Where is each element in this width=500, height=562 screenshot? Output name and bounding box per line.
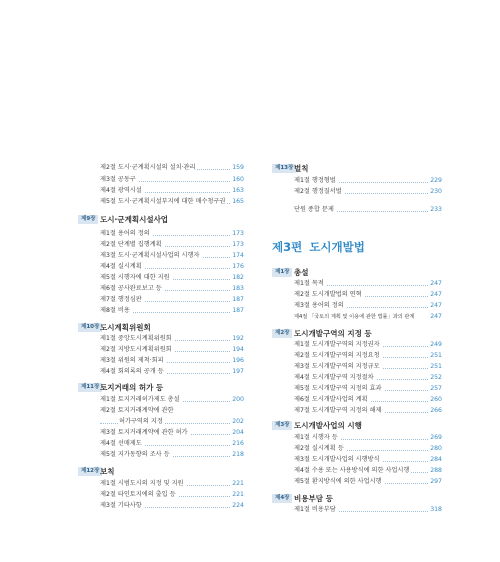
toc-entry[interactable]	[78, 417, 244, 427]
review-entry[interactable]	[272, 205, 442, 215]
chapter-tag: 제3장	[272, 421, 292, 430]
toc-entry-label: 제4절 도시개발구역 지정절차	[294, 374, 374, 381]
toc-entry-label: 제4절 「국토의 계획 및 이용에 관한 법률」과의 관계	[294, 314, 415, 320]
toc-entry-page: 204	[232, 429, 244, 436]
toc-entry-page: 269	[430, 434, 442, 441]
toc-entry-label: 제2절 실시계획 등	[294, 445, 344, 452]
toc-entry-page: 218	[232, 451, 244, 458]
toc-entry-label: 제3절 도시·군계획시설사업의 시행자	[100, 252, 200, 259]
toc-entry[interactable]	[78, 251, 244, 261]
toc-entry-page: 192	[232, 335, 244, 342]
chapter-heading[interactable]	[272, 328, 442, 340]
toc-entry-page: 260	[430, 396, 442, 403]
toc-entry[interactable]	[78, 395, 244, 405]
toc-entry-label: 제5절 도시개발구역 지정의 효과	[294, 385, 382, 392]
toc-entry[interactable]	[272, 444, 442, 454]
chapter-title: 비용부담 등	[294, 494, 333, 503]
toc-entry-page: 257	[430, 385, 442, 392]
toc-entry-label: 제1절 시범도시의 지정 및 지원	[100, 480, 184, 487]
toc-entry[interactable]	[78, 367, 244, 377]
chapter-heading[interactable]	[78, 466, 244, 478]
toc-entry-label: 제4절 선매제도	[100, 440, 142, 447]
toc-entry[interactable]	[272, 176, 442, 186]
toc-entry[interactable]	[272, 395, 442, 405]
toc-entry-page: 230	[430, 188, 442, 195]
toc-entry-label: 제4절 실시계획	[100, 263, 142, 270]
toc-entry[interactable]	[78, 240, 244, 250]
toc-entry-label: 제1절 용어의 정의	[100, 230, 150, 237]
toc-entry[interactable]	[272, 340, 442, 350]
toc-entry-page: 182	[232, 274, 244, 281]
chapter-tag: 제11장	[78, 383, 102, 392]
toc-entry[interactable]	[78, 229, 244, 239]
chapter-title: 도시계획위원회	[100, 323, 151, 332]
toc-entry-label: 제6절 공사완료보고 등	[100, 285, 162, 292]
part-title: 도시개발법	[309, 240, 365, 254]
chapter-heading[interactable]	[272, 163, 442, 175]
toc-entry-page: 196	[232, 357, 244, 364]
toc-entry-page: 251	[430, 352, 442, 359]
toc-entry-page: 229	[430, 177, 442, 184]
toc-entry[interactable]	[272, 433, 442, 443]
toc-entry-page: 247	[430, 280, 442, 287]
toc-entry-label: 제5절 도시·군계획시설부지에 대한 매수청구권	[100, 198, 226, 205]
toc-entry-label: 제1절 시행자 등	[294, 434, 338, 441]
toc-entry-label: 제4절 수용 또는 사용방식에 의한 사업시행	[294, 467, 410, 474]
toc-entry-label: 제1절 목적	[294, 280, 324, 287]
chapter-heading[interactable]	[272, 267, 442, 279]
toc-entry-page: 173	[232, 230, 244, 237]
part-heading[interactable]	[272, 236, 365, 252]
toc-entry-label: 제3절 위원의 제척·회피	[100, 357, 164, 364]
toc-entry-label: 제4절 광역시설	[100, 187, 142, 194]
toc-entry-page: 284	[430, 456, 442, 463]
toc-entry[interactable]	[272, 312, 442, 322]
toc-entry-label: 제2절 단계별 집행계획	[100, 241, 162, 248]
toc-entry[interactable]	[78, 284, 244, 294]
chapter-heading[interactable]	[272, 493, 442, 505]
toc-entry[interactable]	[78, 295, 244, 305]
toc-entry-page: 233	[430, 206, 442, 213]
toc-entry-page: 165	[232, 198, 244, 205]
toc-entry-label: 제1절 비용부담	[294, 506, 336, 513]
toc-entry[interactable]	[272, 362, 442, 372]
toc-entry-page: 251	[430, 363, 442, 370]
toc-entry-page: 221	[232, 491, 244, 498]
toc-entry-page: 288	[430, 467, 442, 474]
toc-entry-label: 제3절 용어의 정의	[294, 302, 344, 309]
toc-entry[interactable]	[78, 450, 244, 460]
toc-entry-label: 제5절 시행자에 대한 지원	[100, 274, 170, 281]
chapter-title: 도시·군계획시설사업	[100, 215, 169, 224]
toc-entry[interactable]	[272, 301, 442, 311]
toc-entry-page: 160	[232, 176, 244, 183]
toc-entry[interactable]	[78, 345, 244, 355]
toc-entry-page: 187	[232, 296, 244, 303]
toc-entry-label: 제8절 비용	[100, 307, 130, 314]
toc-entry[interactable]	[78, 197, 244, 207]
toc-entry-label: 제3절 도시개발구역의 지정규모	[294, 363, 380, 370]
toc-entry-page: 197	[232, 368, 244, 375]
chapter-title: 벌칙	[294, 164, 309, 173]
toc-entry-page: 252	[430, 374, 442, 381]
toc-entry-page: 297	[430, 478, 442, 485]
toc-entry-page: 173	[232, 241, 244, 248]
toc-entry[interactable]	[272, 455, 442, 465]
toc-entry-label: 제2절 도시개발구역의 지정요청	[294, 352, 380, 359]
chapter-title: 총설	[294, 268, 309, 277]
toc-entry[interactable]	[78, 175, 244, 185]
toc-entry-page: 200	[232, 396, 244, 403]
toc-entry-label: 제3절 도시개발사업의 시행방식	[294, 456, 380, 463]
toc-entry-label: 제7절 도시개발구역 지정의 해제	[294, 407, 382, 414]
toc-entry[interactable]	[272, 505, 442, 515]
toc-entry-label: 제5절 환지방식에 의한 사업시행	[294, 478, 382, 485]
chapter-title: 보칙	[100, 467, 115, 476]
toc-entry[interactable]	[78, 406, 244, 416]
toc-entry-label: 단원 종합 문제	[294, 206, 334, 213]
toc-entry-label: 제1절 토지거래허가제도 총설	[100, 396, 180, 403]
toc-entry[interactable]	[78, 262, 244, 272]
toc-entry[interactable]	[272, 187, 442, 197]
chapter-tag: 제9장	[78, 215, 98, 224]
toc-entry[interactable]	[78, 306, 244, 316]
chapter-tag: 제12장	[78, 467, 102, 476]
toc-entry-page: 280	[430, 445, 442, 452]
toc-entry[interactable]	[272, 477, 442, 487]
toc-entry-page: 318	[430, 506, 442, 513]
toc-entry-label: 제1절 도시개발구역의 지정권자	[294, 341, 380, 348]
toc-entry-label: 제6절 도시개발사업의 계획	[294, 396, 368, 403]
toc-entry-label: 제2절 행정질서벌	[294, 188, 342, 195]
chapter-heading[interactable]	[78, 322, 244, 334]
toc-entry[interactable]	[78, 439, 244, 449]
toc-entry-page: 202	[232, 418, 244, 425]
toc-entry-label: 제1절 행정형벌	[294, 177, 336, 184]
toc-entry[interactable]	[272, 290, 442, 300]
toc-entry[interactable]	[272, 406, 442, 416]
toc-entry[interactable]	[272, 279, 442, 289]
toc-entry[interactable]	[78, 501, 244, 511]
toc-entry[interactable]	[272, 466, 442, 476]
toc-entry-label: 제2절 도시·군계획시설의 설치·관리	[100, 164, 196, 171]
chapter-tag: 제10장	[78, 323, 102, 332]
toc-entry-page: 266	[430, 407, 442, 414]
chapter-heading[interactable]	[78, 214, 244, 226]
toc-entry-page: 247	[430, 313, 442, 320]
chapter-tag: 제2장	[272, 329, 292, 338]
chapter-title: 도시개발구역의 지정 등	[294, 329, 372, 338]
chapter-heading[interactable]	[272, 420, 442, 432]
toc-entry[interactable]	[78, 479, 244, 489]
part-number: 제3편	[272, 240, 303, 254]
chapter-tag: 제4장	[272, 494, 292, 503]
chapter-heading[interactable]	[78, 382, 244, 394]
toc-entry[interactable]	[78, 163, 244, 173]
toc-entry-label: 제3절 공동구	[100, 176, 136, 183]
chapter-title: 도시개발사업의 시행	[294, 421, 362, 430]
toc-entry[interactable]	[78, 356, 244, 366]
chapter-title: 토지거래의 허가 등	[100, 383, 164, 392]
toc-entry[interactable]	[78, 273, 244, 283]
toc-entry-page: 159	[232, 164, 244, 171]
toc-entry-page: 221	[232, 480, 244, 487]
toc-entry-page: 247	[430, 291, 442, 298]
toc-entry-page: 194	[232, 346, 244, 353]
toc-entry-label: 제4절 회의록의 공개 등	[100, 368, 164, 375]
toc-entry-label: 제2절 토지거래계약에 관한	[100, 407, 174, 414]
toc-entry[interactable]	[78, 334, 244, 344]
toc-entry-page: 176	[232, 263, 244, 270]
toc-entry-page: 163	[232, 187, 244, 194]
toc-entry-page: 249	[430, 341, 442, 348]
toc-entry-page: 174	[232, 252, 244, 259]
toc-entry-label: 제5절 지가동향의 조사 등	[100, 451, 170, 458]
toc-entry-page: 216	[232, 440, 244, 447]
toc-entry-label: 제3절 기타사항	[100, 502, 142, 509]
toc-entry-label: 제3절 토지거래계약에 관한 허가	[100, 429, 188, 436]
toc-entry[interactable]	[272, 351, 442, 361]
toc-entry-page: 247	[430, 302, 442, 309]
toc-entry[interactable]	[272, 373, 442, 383]
toc-entry-label: 제2절 도시개발법의 연혁	[294, 291, 362, 298]
toc-entry-label: 제7절 행정심판	[100, 296, 142, 303]
toc-entry-page: 224	[232, 502, 244, 509]
toc-entry-label: 제2절 지방도시계획위원회	[100, 346, 172, 353]
toc-entry[interactable]	[78, 428, 244, 438]
toc-entry-label: 제1절 중앙도시계획위원회	[100, 335, 172, 342]
chapter-tag: 제13장	[272, 164, 296, 173]
toc-entry-label: 제2절 타인토지에의 출입 등	[100, 491, 176, 498]
toc-entry[interactable]	[78, 186, 244, 196]
chapter-tag: 제1장	[272, 268, 292, 277]
toc-entry-page: 183	[232, 285, 244, 292]
toc-entry-page: 187	[232, 307, 244, 314]
toc-entry[interactable]	[272, 384, 442, 394]
toc-entry-label: 허가구역의 지정	[119, 418, 163, 425]
toc-entry[interactable]	[78, 490, 244, 500]
